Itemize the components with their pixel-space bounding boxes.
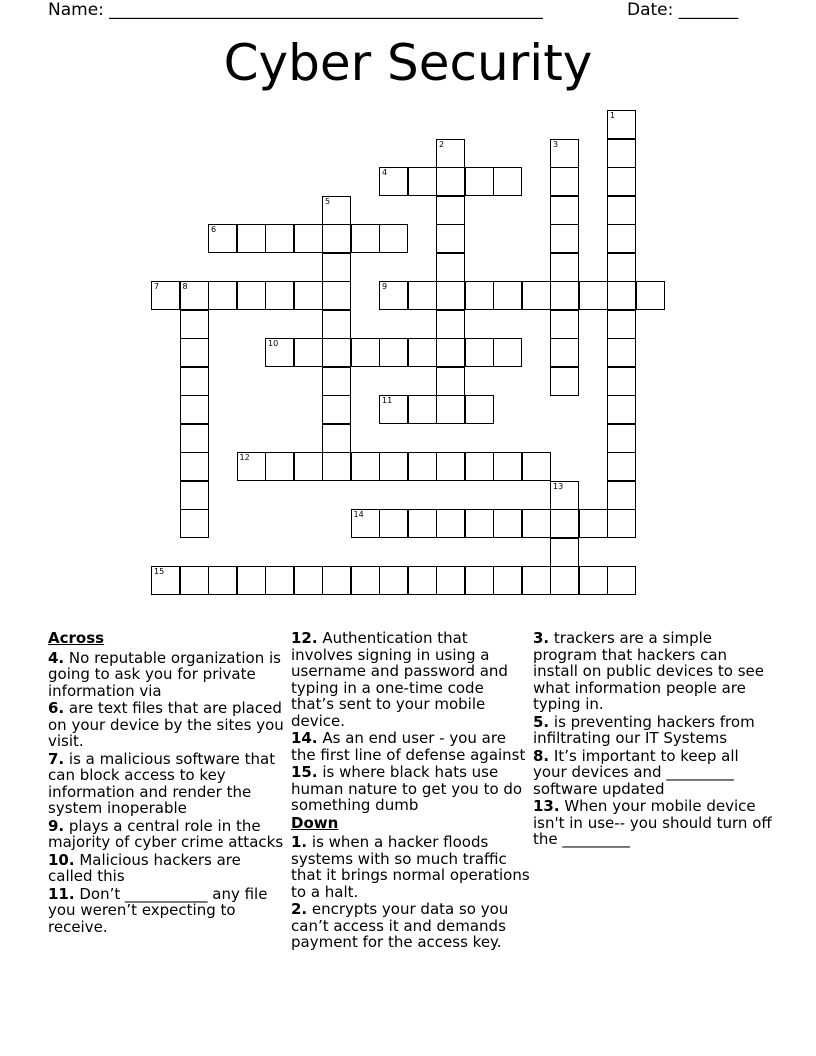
crossword-cell[interactable] bbox=[180, 367, 209, 396]
crossword-cell[interactable] bbox=[322, 452, 351, 481]
crossword-cell[interactable] bbox=[579, 281, 608, 310]
crossword-cell[interactable] bbox=[550, 224, 579, 253]
crossword-cell[interactable] bbox=[522, 452, 551, 481]
cell-number: 4 bbox=[382, 168, 388, 177]
clue-across-7: 7. is a malicious software that can block access to key information and render the system inoperable bbox=[48, 749, 276, 817]
crossword-cell[interactable] bbox=[550, 139, 579, 168]
crossword-cell[interactable] bbox=[436, 224, 465, 253]
crossword-cell[interactable] bbox=[408, 395, 437, 424]
crossword-cell[interactable] bbox=[237, 452, 266, 481]
page-title: Cyber Security bbox=[223, 34, 593, 92]
crossword-cell[interactable] bbox=[180, 395, 209, 424]
crossword-cell[interactable] bbox=[493, 509, 522, 538]
crossword-cell[interactable] bbox=[522, 281, 551, 310]
crossword-cell[interactable] bbox=[550, 481, 579, 510]
crossword-cell[interactable] bbox=[493, 167, 522, 196]
crossword-cell[interactable] bbox=[180, 566, 209, 595]
crossword-cell[interactable] bbox=[294, 452, 323, 481]
crossword-cell[interactable] bbox=[379, 452, 408, 481]
cell-number: 12 bbox=[239, 453, 250, 462]
crossword-cell[interactable] bbox=[265, 281, 294, 310]
crossword-cell[interactable] bbox=[379, 338, 408, 367]
crossword-cell[interactable] bbox=[322, 310, 351, 339]
clue-across-4: 4. No reputable organization is going to ask you for private information via bbox=[48, 648, 281, 700]
crossword-cell[interactable] bbox=[322, 224, 351, 253]
crossword-cell[interactable] bbox=[294, 566, 323, 595]
name-field-label: Name: ___________________________________________________ bbox=[48, 0, 543, 20]
crossword-cell[interactable] bbox=[607, 481, 636, 510]
crossword-cell[interactable] bbox=[436, 509, 465, 538]
crossword-cell[interactable] bbox=[351, 509, 380, 538]
crossword-cell[interactable] bbox=[208, 281, 237, 310]
crossword-cell[interactable] bbox=[522, 509, 551, 538]
crossword-cell[interactable] bbox=[351, 566, 380, 595]
crossword-cell[interactable] bbox=[265, 566, 294, 595]
crossword-cell[interactable] bbox=[322, 566, 351, 595]
crossword-cell[interactable] bbox=[579, 566, 608, 595]
crossword-cell[interactable] bbox=[180, 509, 209, 538]
clue-down-13: 13. When your mobile device isn't in use-- you should turn off the _________ bbox=[533, 797, 772, 848]
crossword-cell[interactable] bbox=[294, 338, 323, 367]
crossword-cell[interactable] bbox=[607, 424, 636, 453]
crossword-cell[interactable] bbox=[180, 452, 209, 481]
crossword-cell[interactable] bbox=[379, 509, 408, 538]
crossword-cell[interactable] bbox=[493, 566, 522, 595]
crossword-cell[interactable] bbox=[493, 338, 522, 367]
clue-across-11: 11. Don’t ___________ any file you weren’t expecting to receive. bbox=[48, 884, 268, 936]
crossword-cell[interactable] bbox=[550, 167, 579, 196]
date-field-label: Date: _______ bbox=[627, 0, 739, 20]
crossword-cell[interactable] bbox=[493, 452, 522, 481]
cell-number: 1 bbox=[610, 111, 616, 120]
cell-number: 11 bbox=[382, 396, 393, 405]
clue-across-10: 10. Malicious hackers are called this bbox=[48, 850, 241, 885]
crossword-cell[interactable] bbox=[408, 281, 437, 310]
crossword-cell[interactable] bbox=[550, 509, 579, 538]
cell-number: 5 bbox=[325, 196, 331, 206]
crossword-cell[interactable] bbox=[351, 338, 380, 367]
crossword-cell[interactable] bbox=[465, 338, 494, 367]
crossword-cell[interactable] bbox=[607, 367, 636, 396]
crossword-cell[interactable] bbox=[180, 281, 209, 310]
crossword-cell[interactable] bbox=[550, 253, 579, 282]
crossword-cell[interactable] bbox=[522, 566, 551, 595]
crossword-cell[interactable] bbox=[151, 566, 180, 595]
crossword-cell[interactable] bbox=[208, 224, 237, 253]
cell-number: 7 bbox=[154, 282, 160, 291]
crossword-cell[interactable] bbox=[408, 452, 437, 481]
crossword-cell[interactable] bbox=[180, 481, 209, 510]
crossword-cell[interactable] bbox=[465, 566, 494, 595]
cell-number: 13 bbox=[553, 481, 564, 491]
crossword-cell[interactable] bbox=[493, 281, 522, 310]
crossword-cell[interactable] bbox=[408, 566, 437, 595]
crossword-cell[interactable] bbox=[436, 310, 465, 339]
crossword-cell[interactable] bbox=[379, 281, 408, 310]
crossword-cell[interactable] bbox=[180, 310, 209, 339]
crossword-cell[interactable] bbox=[436, 452, 465, 481]
cell-number: 9 bbox=[382, 282, 388, 291]
crossword-cell[interactable] bbox=[607, 253, 636, 282]
crossword-cell[interactable] bbox=[607, 395, 636, 424]
clues-column-3 bbox=[533, 630, 773, 849]
crossword-cell[interactable] bbox=[408, 509, 437, 538]
clue-down-1: 1. is when a hacker floods systems with so much traffic that it brings normal operations to a halt. bbox=[291, 833, 530, 901]
crossword-cell[interactable] bbox=[436, 139, 465, 168]
crossword-cell[interactable] bbox=[237, 566, 266, 595]
crossword-cell[interactable] bbox=[151, 281, 180, 310]
crossword-cell[interactable] bbox=[465, 395, 494, 424]
cell-number: 14 bbox=[353, 510, 364, 519]
crossword-cell[interactable] bbox=[607, 509, 636, 538]
cell-number: 10 bbox=[268, 339, 279, 348]
crossword-cell[interactable] bbox=[408, 167, 437, 196]
crossword-cell[interactable] bbox=[436, 281, 465, 310]
crossword-cell[interactable] bbox=[607, 167, 636, 196]
crossword-cell[interactable] bbox=[436, 566, 465, 595]
cell-number: 8 bbox=[182, 282, 188, 291]
crossword-cell[interactable] bbox=[379, 224, 408, 253]
crossword-cell[interactable] bbox=[237, 224, 266, 253]
crossword-cell[interactable] bbox=[607, 139, 636, 168]
crossword-cell[interactable] bbox=[436, 196, 465, 225]
cell-number: 15 bbox=[154, 567, 165, 576]
crossword-cell[interactable] bbox=[322, 395, 351, 424]
crossword-cell[interactable] bbox=[607, 566, 636, 595]
crossword-cell[interactable] bbox=[550, 310, 579, 339]
clue-down-5: 5. is preventing hackers from infiltrating our IT Systems bbox=[533, 712, 755, 747]
crossword-cell[interactable] bbox=[436, 167, 465, 196]
clue-across-9: 9. plays a central role in the majority of cyber crime attacks bbox=[48, 816, 284, 851]
crossword-cell[interactable] bbox=[379, 566, 408, 595]
crossword-cell[interactable] bbox=[294, 224, 323, 253]
crossword-cell[interactable] bbox=[465, 167, 494, 196]
crossword-cell[interactable] bbox=[607, 452, 636, 481]
crossword-cell[interactable] bbox=[180, 338, 209, 367]
cell-number: 3 bbox=[553, 139, 559, 149]
crossword-cell[interactable] bbox=[550, 196, 579, 225]
crossword-cell[interactable] bbox=[579, 509, 608, 538]
crossword-cell[interactable] bbox=[322, 367, 351, 396]
clue-down-3: 3. trackers are a simple program that hackers can install on public devices to see what information people are typing in. bbox=[533, 629, 764, 713]
crossword-cell[interactable] bbox=[351, 224, 380, 253]
crossword-cell[interactable] bbox=[180, 424, 209, 453]
crossword-cell[interactable] bbox=[550, 281, 579, 310]
crossword-cell[interactable] bbox=[636, 281, 665, 310]
crossword-cell[interactable] bbox=[436, 395, 465, 424]
crossword-cell[interactable] bbox=[322, 424, 351, 453]
crossword-cell[interactable] bbox=[607, 310, 636, 339]
crossword-cell[interactable] bbox=[436, 367, 465, 396]
crossword-cell[interactable] bbox=[322, 253, 351, 282]
crossword-cell[interactable] bbox=[465, 281, 494, 310]
crossword-cell[interactable] bbox=[607, 338, 636, 367]
cell-number: 2 bbox=[439, 139, 445, 149]
clue-across-12: 12. Authentication that involves signing in using a username and password and typing in a one-time code that’s sent to your mobile device. bbox=[291, 629, 508, 730]
cell-number: 6 bbox=[211, 225, 217, 234]
crossword-cell[interactable] bbox=[408, 338, 437, 367]
crossword-cell[interactable] bbox=[351, 452, 380, 481]
clues-column-2 bbox=[291, 630, 531, 952]
crossword-cell[interactable] bbox=[550, 566, 579, 595]
clue-down-8: 8. It’s important to keep all your devices and _________ software updated bbox=[533, 746, 739, 798]
crossword-cell[interactable] bbox=[322, 338, 351, 367]
crossword-cell[interactable] bbox=[265, 452, 294, 481]
crossword-cell[interactable] bbox=[550, 538, 579, 567]
crossword-cell[interactable] bbox=[322, 196, 351, 225]
crossword-cell[interactable] bbox=[436, 253, 465, 282]
crossword-cell[interactable] bbox=[379, 167, 408, 196]
clues-column-1 bbox=[48, 630, 284, 936]
crossword-cell[interactable] bbox=[550, 338, 579, 367]
crossword-cell[interactable] bbox=[465, 509, 494, 538]
across-heading: Across bbox=[48, 629, 105, 647]
crossword-cell[interactable] bbox=[607, 110, 636, 139]
clue-across-6: 6. are text files that are placed on your device by the sites you visit. bbox=[48, 699, 284, 750]
crossword-cell[interactable] bbox=[379, 395, 408, 424]
crossword-cell[interactable] bbox=[208, 566, 237, 595]
crossword-cell[interactable] bbox=[265, 224, 294, 253]
down-heading: Down bbox=[291, 813, 339, 832]
clue-across-15: 15. is where black hats use human nature to get you to do something dumb bbox=[291, 763, 523, 814]
clue-across-14: 14. As an end user - you are the first line of defense against bbox=[291, 729, 526, 764]
crossword-cell[interactable] bbox=[322, 281, 351, 310]
crossword-cell[interactable] bbox=[550, 367, 579, 396]
crossword-cell[interactable] bbox=[607, 281, 636, 310]
crossword-cell[interactable] bbox=[436, 338, 465, 367]
crossword-cell[interactable] bbox=[465, 452, 494, 481]
crossword-cell[interactable] bbox=[607, 196, 636, 225]
crossword-cell[interactable] bbox=[294, 281, 323, 310]
crossword-cell[interactable] bbox=[237, 281, 266, 310]
clue-down-2: 2. encrypts your data so you can’t access it and demands payment for the access key. bbox=[291, 900, 509, 951]
crossword-cell[interactable] bbox=[265, 338, 294, 367]
crossword-cell[interactable] bbox=[607, 224, 636, 253]
